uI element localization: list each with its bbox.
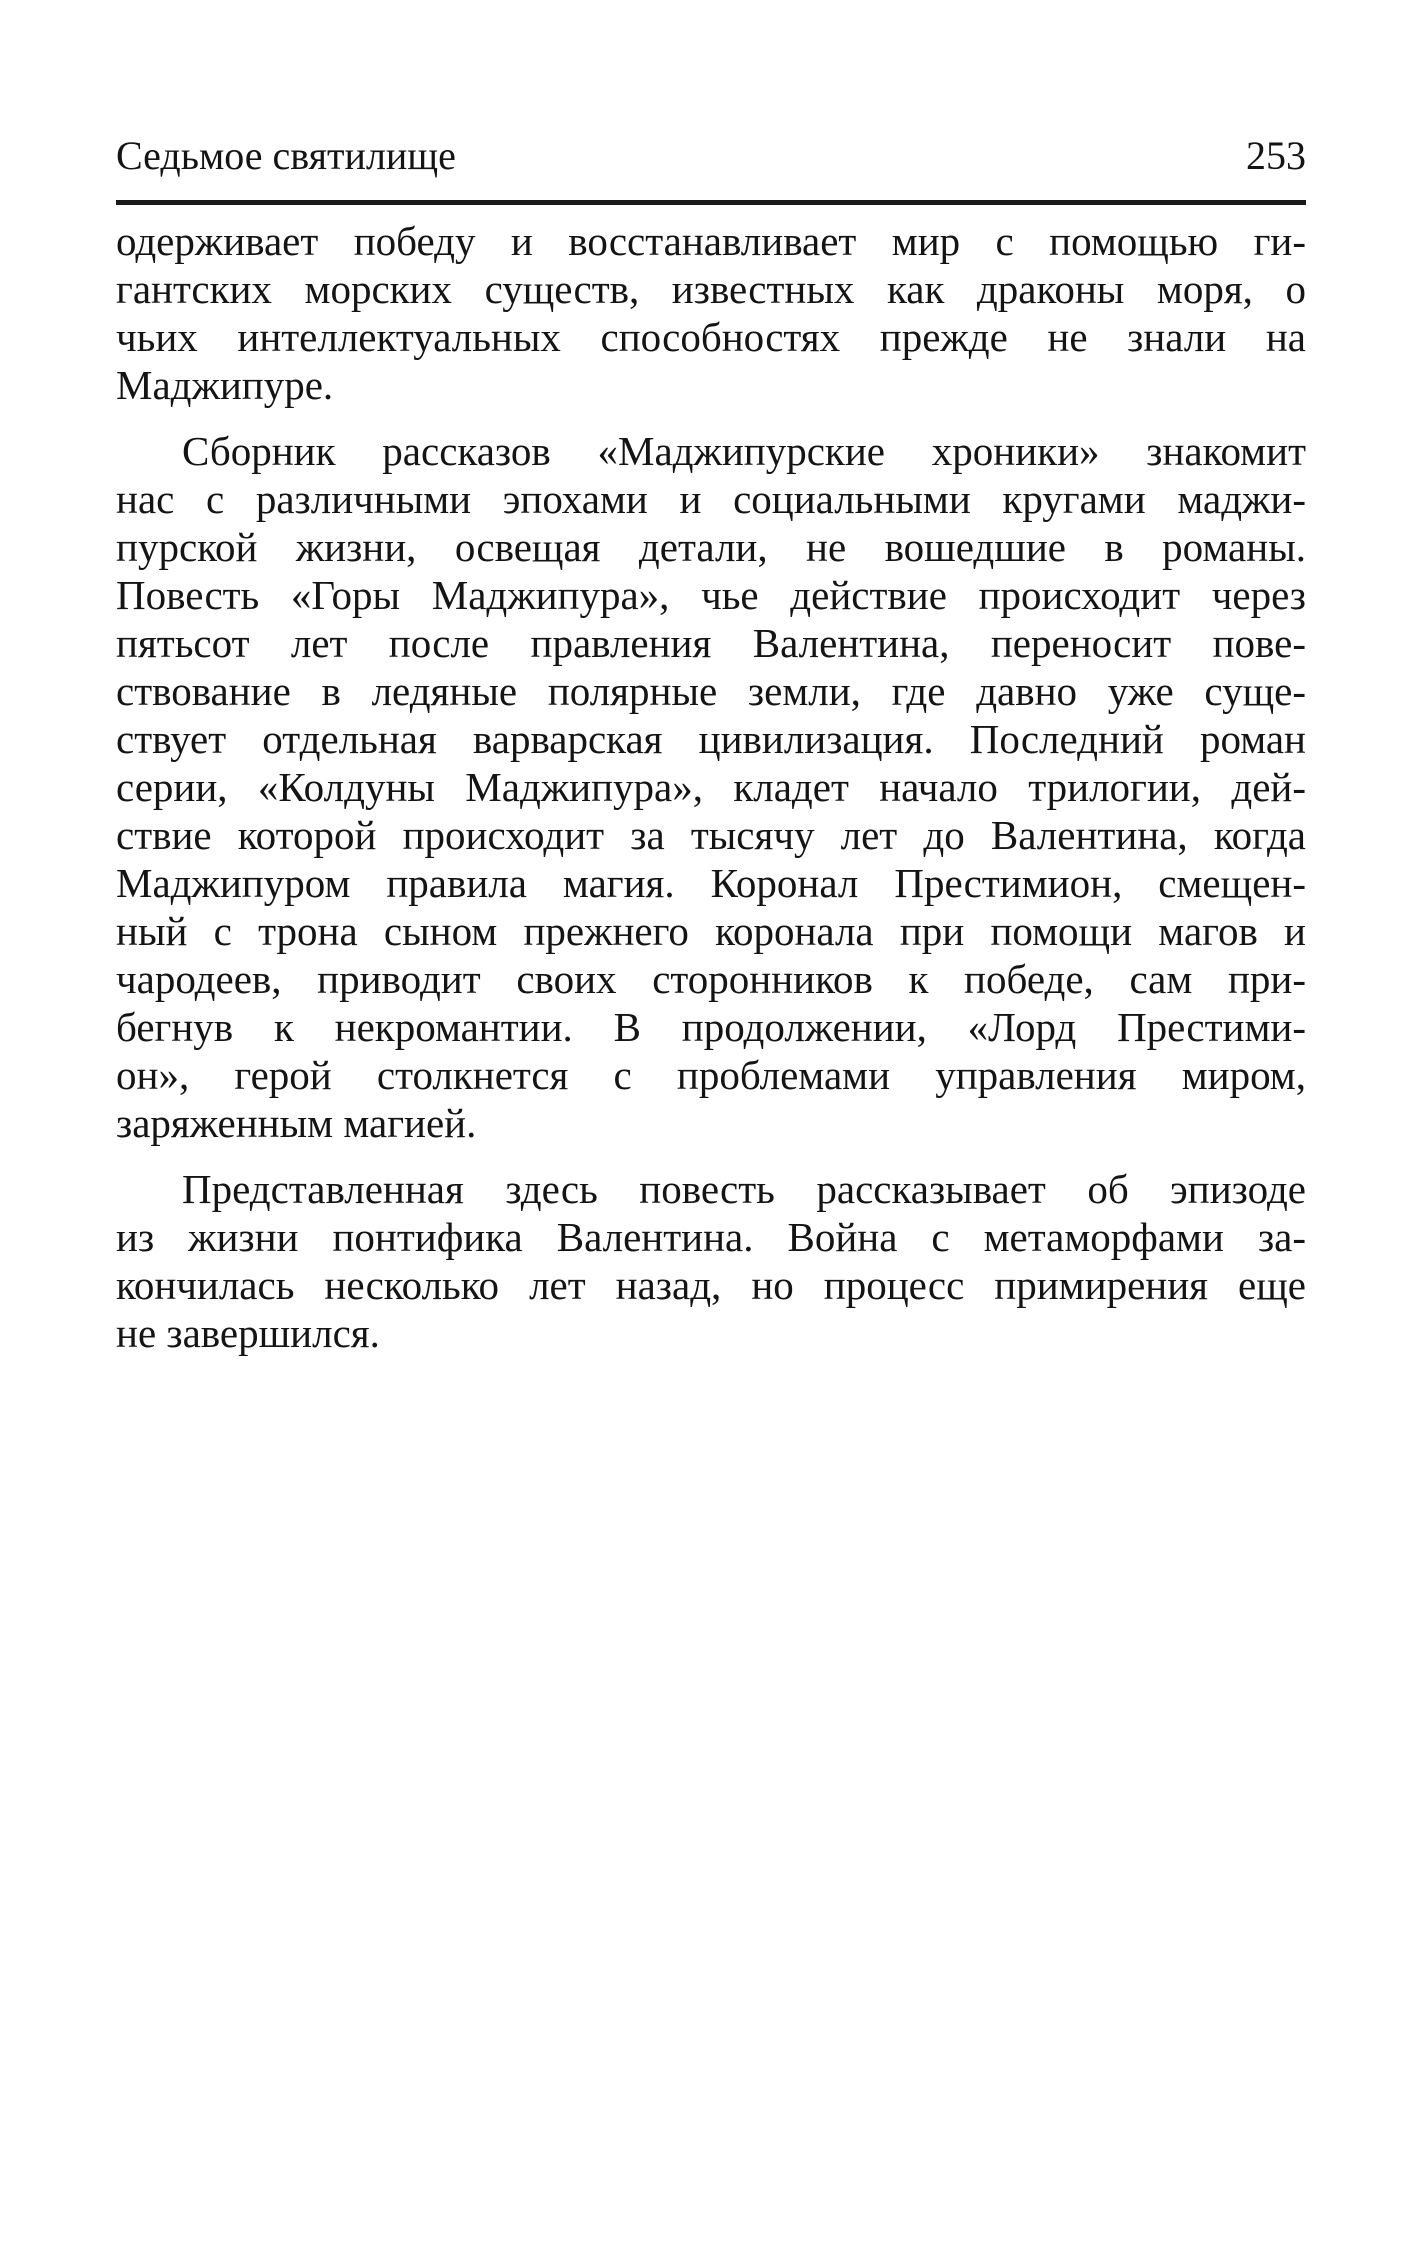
text-line: Представленная здесь повесть рассказывает об эпизоде [182, 1166, 1306, 1212]
text-line: гантских морских существ, известных как драконы моря, о [116, 266, 1306, 312]
text-line: серии, «Колдуны Маджипура», кладет начало трилогии, дей- [116, 764, 1306, 810]
text-line: он», герой столкнется с проблемами управления миром, [116, 1052, 1306, 1098]
text-line: одерживает победу и восстанавливает мир с помощью ги- [116, 218, 1306, 264]
running-header [116, 132, 1306, 205]
text-line: Сборник рассказов «Маджипурские хроники» знакомит [182, 428, 1306, 474]
text-line: Маджипуре. [116, 362, 334, 408]
paragraph-introduction [116, 1165, 1306, 1357]
text-line: ствие которой происходит за тысячу лет до Валентина, когда [116, 812, 1306, 858]
text-line: ствование в ледяные полярные земли, где давно уже суще- [116, 668, 1306, 714]
paragraph-chronicles [116, 427, 1306, 1147]
paragraph-continued [116, 217, 1306, 409]
text-line: ный с трона сыном прежнего коронала при помощи магов и [116, 908, 1306, 954]
text-line: чародеев, приводит своих сторонников к победе, сам при- [116, 956, 1306, 1002]
text-line: бегнув к некромантии. В продолжении, «Лорд Престими- [116, 1004, 1306, 1050]
text-line: Повесть «Горы Маджипура», чье действие происходит через [116, 572, 1306, 618]
text-line: ствует отдельная варварская цивилизация. Последний роман [116, 716, 1306, 762]
running-title: Седьмое святилище [116, 133, 456, 178]
text-line: не завершился. [116, 1310, 380, 1356]
text-line: пурской жизни, освещая детали, не вошедшие в романы. [116, 524, 1306, 570]
book-page [116, 132, 1306, 1375]
text-line: заряженным магией. [116, 1100, 477, 1146]
text-line: Маджипуром правила магия. Коронал Престимион, смещен- [116, 860, 1306, 906]
text-line: нас с различными эпохами и социальными кругами маджи- [116, 476, 1306, 522]
text-line: чьих интеллектуальных способностях прежде не знали на [116, 314, 1306, 360]
text-line: из жизни понтифика Валентина. Война с метаморфами за- [116, 1214, 1306, 1260]
text-line: кончилась несколько лет назад, но процесс примирения еще [116, 1262, 1306, 1308]
text-line: пятьсот лет после правления Валентина, переносит пове- [116, 620, 1306, 666]
page-number: 253 [1246, 133, 1306, 178]
body-text [116, 217, 1306, 1357]
